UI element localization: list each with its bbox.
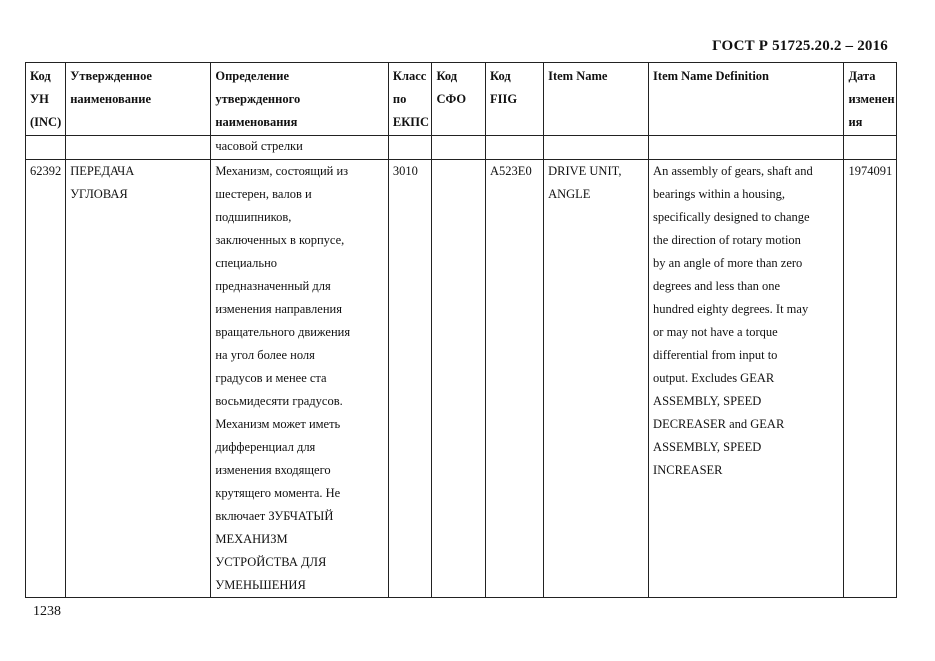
header-line: Утвержденное — [70, 69, 152, 83]
text-line: ASSEMBLY, SPEED — [653, 394, 762, 408]
header-line: FIIG — [490, 92, 518, 106]
text-line: вращательного движения — [215, 325, 351, 339]
header-item-definition — [649, 63, 844, 136]
continuation-row — [26, 136, 897, 160]
header-line: Дата — [848, 69, 876, 83]
text-line: ASSEMBLY, SPEED — [653, 440, 762, 454]
header-date — [844, 63, 897, 136]
cell-empty — [26, 136, 66, 160]
header-line: Item Name — [548, 69, 608, 83]
text-line: degrees and less than one — [653, 279, 781, 293]
header-line: Код — [30, 69, 51, 83]
text-line: восьмидесяти градусов. — [215, 394, 343, 408]
table-header-row — [26, 63, 897, 136]
header-line: УН — [30, 92, 49, 106]
text-line: differential from input to — [653, 348, 778, 362]
item-name — [544, 160, 649, 598]
text-line: УСТРОЙСТВА ДЛЯ — [215, 555, 327, 569]
table-row — [26, 160, 897, 598]
text-line: УГЛОВАЯ — [70, 187, 128, 201]
text-line: на угол более ноля — [215, 348, 315, 362]
cell-empty — [486, 136, 544, 160]
text-line: специально — [215, 256, 278, 270]
text-line: включает ЗУБЧАТЫЙ — [215, 509, 334, 523]
text-line: Механизм, состоящий из — [215, 164, 349, 178]
text-line: Механизм может иметь — [215, 417, 341, 431]
header-fiig — [486, 63, 544, 136]
header-line: ЕКПС — [392, 115, 430, 129]
text-line: градусов и менее ста — [215, 371, 327, 385]
sfo-code — [432, 160, 486, 598]
header-line: Код — [490, 69, 511, 83]
cell-empty — [649, 136, 844, 160]
text-line: ANGLE — [548, 187, 591, 201]
header-sfo — [432, 63, 486, 136]
nomenclature-table — [25, 62, 897, 598]
item-name-definition — [649, 160, 844, 598]
cell-empty — [844, 136, 897, 160]
text-line: hundred eighty degrees. It may — [653, 302, 809, 316]
header-item-name — [544, 63, 649, 136]
approved-name — [66, 160, 211, 598]
text-line: шестерен, валов и — [215, 187, 312, 201]
page-number: 1238 — [33, 604, 61, 619]
header-definition — [211, 63, 389, 136]
header-line: Код — [436, 69, 458, 83]
text-line: specifically designed to change — [653, 210, 810, 224]
header-line: ия — [848, 115, 863, 129]
text-line: крутящего момента. Не — [215, 486, 341, 500]
header-line: утвержденного — [215, 92, 301, 106]
header-line: по — [392, 92, 407, 106]
text-line: the direction of rotary motion — [653, 233, 801, 247]
cell-empty — [544, 136, 649, 160]
header-line: наименования — [215, 115, 298, 129]
header-line: (INC) — [30, 115, 62, 129]
fiig-code: A523E0 — [486, 160, 544, 598]
header-line: наименование — [70, 92, 151, 106]
header-line: Класс — [392, 69, 427, 83]
continuation-text: часовой стрелки — [211, 136, 389, 160]
text-line: подшипников, — [215, 210, 292, 224]
cell-empty — [388, 136, 432, 160]
text-line: заключенных в корпусе, — [215, 233, 345, 247]
text-line: INCREASER — [653, 463, 723, 477]
text-line: МЕХАНИЗМ — [215, 532, 288, 546]
header-ekps — [388, 63, 432, 136]
cell-empty — [66, 136, 211, 160]
inc-code: 62392 — [26, 160, 66, 598]
ekps-class: 3010 — [388, 160, 432, 598]
text-line: изменения направления — [215, 302, 342, 316]
standard-title: ГОСТ Р 51725.20.2 – 2016 — [712, 38, 888, 54]
text-line: изменения входящего — [215, 463, 331, 477]
text-line: An assembly of gears, shaft and — [653, 164, 813, 178]
text-line: УМЕНЬШЕНИЯ — [215, 578, 306, 592]
text-line: DECREASER and GEAR — [653, 417, 785, 431]
text-line: by an angle of more than zero — [653, 256, 803, 270]
text-line: ПЕРЕДАЧА — [70, 164, 135, 178]
header-line: Определение — [215, 69, 289, 83]
header-inc — [26, 63, 66, 136]
header-line: Item Name Definition — [653, 69, 769, 83]
header-line: изменен — [848, 92, 895, 106]
text-line: DRIVE UNIT, — [548, 164, 622, 178]
header-line: СФО — [436, 92, 467, 106]
header-approved-name — [66, 63, 211, 136]
cell-empty — [432, 136, 486, 160]
text-line: предназначенный для — [215, 279, 331, 293]
text-line: output. Excludes GEAR — [653, 371, 775, 385]
name-definition — [211, 160, 389, 598]
text-line: дифференциал для — [215, 440, 316, 454]
text-line: or may not have a torque — [653, 325, 778, 339]
text-line: bearings within a housing, — [653, 187, 785, 201]
change-date: 1974091 — [844, 160, 897, 598]
